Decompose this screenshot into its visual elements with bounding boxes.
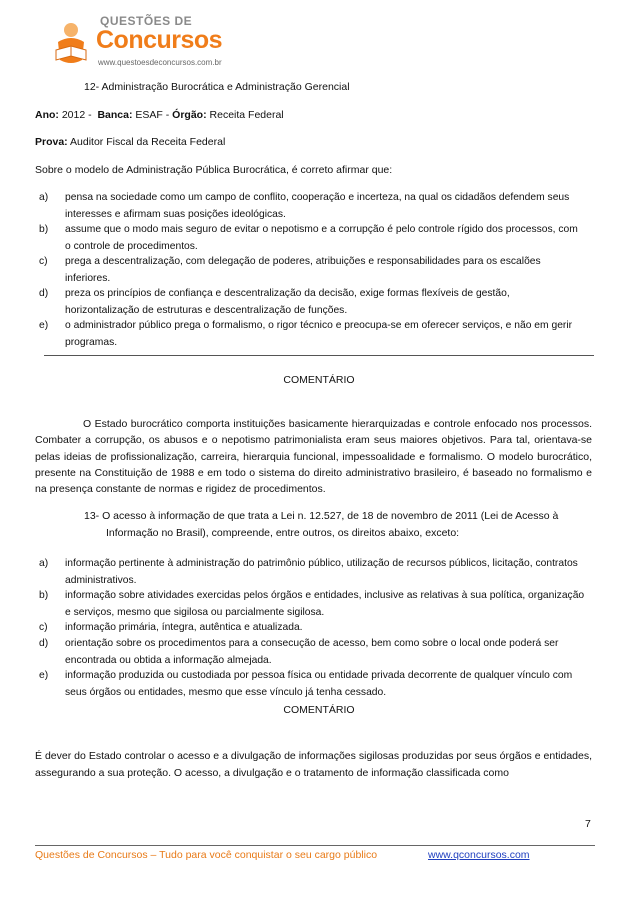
option-letter: a) (39, 192, 49, 203)
option-text: informação sobre atividades exercidas pelos órgãos e entidades, inclusive as relativas à sua política, organização e serviços, mesmo que sigilosa ou parcialmente sigilosa. (65, 590, 585, 618)
question-13-option-c (39, 620, 585, 637)
question-13-comment-text: É dever do Estado controlar o acesso e a divulgação de informações sigilosas produzidas por seus órgãos e entidades, assegurando a sua proteção. O acesso, a divulgação e o tratamento de informação classificada como (35, 750, 592, 779)
question-12-meta (35, 109, 284, 121)
banca-value: ESAF - (135, 109, 170, 121)
question-12-prova (35, 136, 225, 148)
question-12-option-d (39, 286, 585, 319)
option-letter: d) (39, 288, 49, 299)
question-12-option-c (39, 254, 585, 287)
question-12-option-b (39, 222, 585, 255)
question-13-option-b (39, 588, 585, 621)
footer-website-link[interactable]: www.qconcursos.com (428, 849, 530, 861)
footer-divider (35, 845, 595, 846)
ano-value: 2012 - (61, 109, 92, 121)
question-12-title: 12- Administração Burocrática e Administração Gerencial (84, 81, 350, 93)
option-letter: b) (39, 224, 49, 235)
question-12-comment-heading: COMENTÁRIO (283, 374, 355, 386)
option-text: assume que o modo mais seguro de evitar o nepotismo e a corrupção é pelo controle rígido dos processos, com o controle de procedimentos. (65, 224, 578, 252)
question-12-option-e (39, 318, 585, 351)
option-text: informação produzida ou custodiada por pessoa física ou entidade privada decorrente de qualquer vínculo com seus órgãos ou entidades, mesmo que esse vínculo já tenha cessado. (65, 670, 573, 698)
person-reading-icon (52, 20, 90, 66)
question-13-option-d (39, 636, 585, 669)
logo-url-text: www.questoesdeconcursos.com.br (98, 58, 222, 67)
site-logo[interactable] (52, 8, 252, 70)
option-letter: e) (39, 670, 49, 681)
page-number: 7 (585, 818, 591, 830)
option-text: prega a descentralização, com delegação de poderes, atribuições e responsabilidades para os escalões inferiores. (65, 256, 541, 284)
footer-tagline: Questões de Concursos – Tudo para você conquistar o seu cargo público (35, 849, 378, 861)
option-text: o administrador público prega o formalismo, o rigor técnico e preocupa-se em oferecer serviços, e não em gerir programas. (65, 320, 573, 348)
option-text: pensa na sociedade como um campo de conflito, cooperação e incerteza, na qual os cidadãos defendem seus interesses e afirmam suas posições ideológicas. (65, 192, 570, 220)
option-text: orientação sobre os procedimentos para a consecução de acesso, bem como sobre o local onde poderá ser encontrada ou obtida a informação almejada. (65, 638, 559, 666)
option-letter: c) (39, 256, 48, 267)
question-13-option-e (39, 668, 585, 701)
section-divider (44, 355, 594, 356)
option-letter: a) (39, 558, 49, 569)
option-letter: c) (39, 622, 48, 633)
banca-label: Banca: (97, 109, 133, 121)
option-letter: d) (39, 638, 49, 649)
logo-top-text: QUESTÕES DE (100, 14, 193, 28)
question-13-statement (84, 508, 589, 542)
prova-value: Auditor Fiscal da Receita Federal (70, 136, 226, 148)
option-text: informação pertinente à administração do patrimônio público, utilização de recursos públicos, licitação, contratos administrativos. (65, 558, 578, 586)
logo-main-text: Concursos (96, 26, 223, 54)
orgao-label: Órgão: (172, 109, 207, 121)
ano-label: Ano: (35, 109, 59, 121)
question-12-statement: Sobre o modelo de Administração Pública Burocrática, é correto afirmar que: (35, 164, 393, 176)
question-13-statement-line1: 13- O acesso à informação de que trata a Lei n. 12.527, de 18 de novembro de 2011 (Lei de Acesso à (84, 510, 559, 522)
option-text: preza os princípios de confiança e descentralização da decisão, exige formas flexíveis de gestão, horizontalização de estruturas e descentralização de funções. (65, 288, 510, 316)
option-letter: b) (39, 590, 49, 601)
prova-label: Prova: (35, 136, 68, 148)
question-12-option-a (39, 190, 585, 223)
question-13-statement-line2: Informação no Brasil), compreende, entre outros, os direitos abaixo, exceto: (106, 527, 460, 539)
orgao-value: Receita Federal (209, 109, 284, 121)
option-text: informação primária, íntegra, autêntica e atualizada. (65, 622, 303, 633)
option-letter: e) (39, 320, 49, 331)
question-12-comment-text: O Estado burocrático comporta instituições basicamente hierarquizadas e controle enfocado nos processos. Combater a corrupção, os abusos e o nepotismo patrimonialista eram seus maiores objetivos. Para tal, orientava-se pelas ideias de profissionalização, carreira, hierarquia funcional, impessoalidade e formalismo. O modelo burocrático, presente na Constituição de 1988 e em todo o sistema do direito administrativo brasileiro, é baseado no formalismo e na presença constante de normas e rigidez de procedimentos. (35, 418, 592, 496)
question-13-option-a (39, 556, 585, 589)
question-13-comment-heading: COMENTÁRIO (283, 704, 355, 716)
